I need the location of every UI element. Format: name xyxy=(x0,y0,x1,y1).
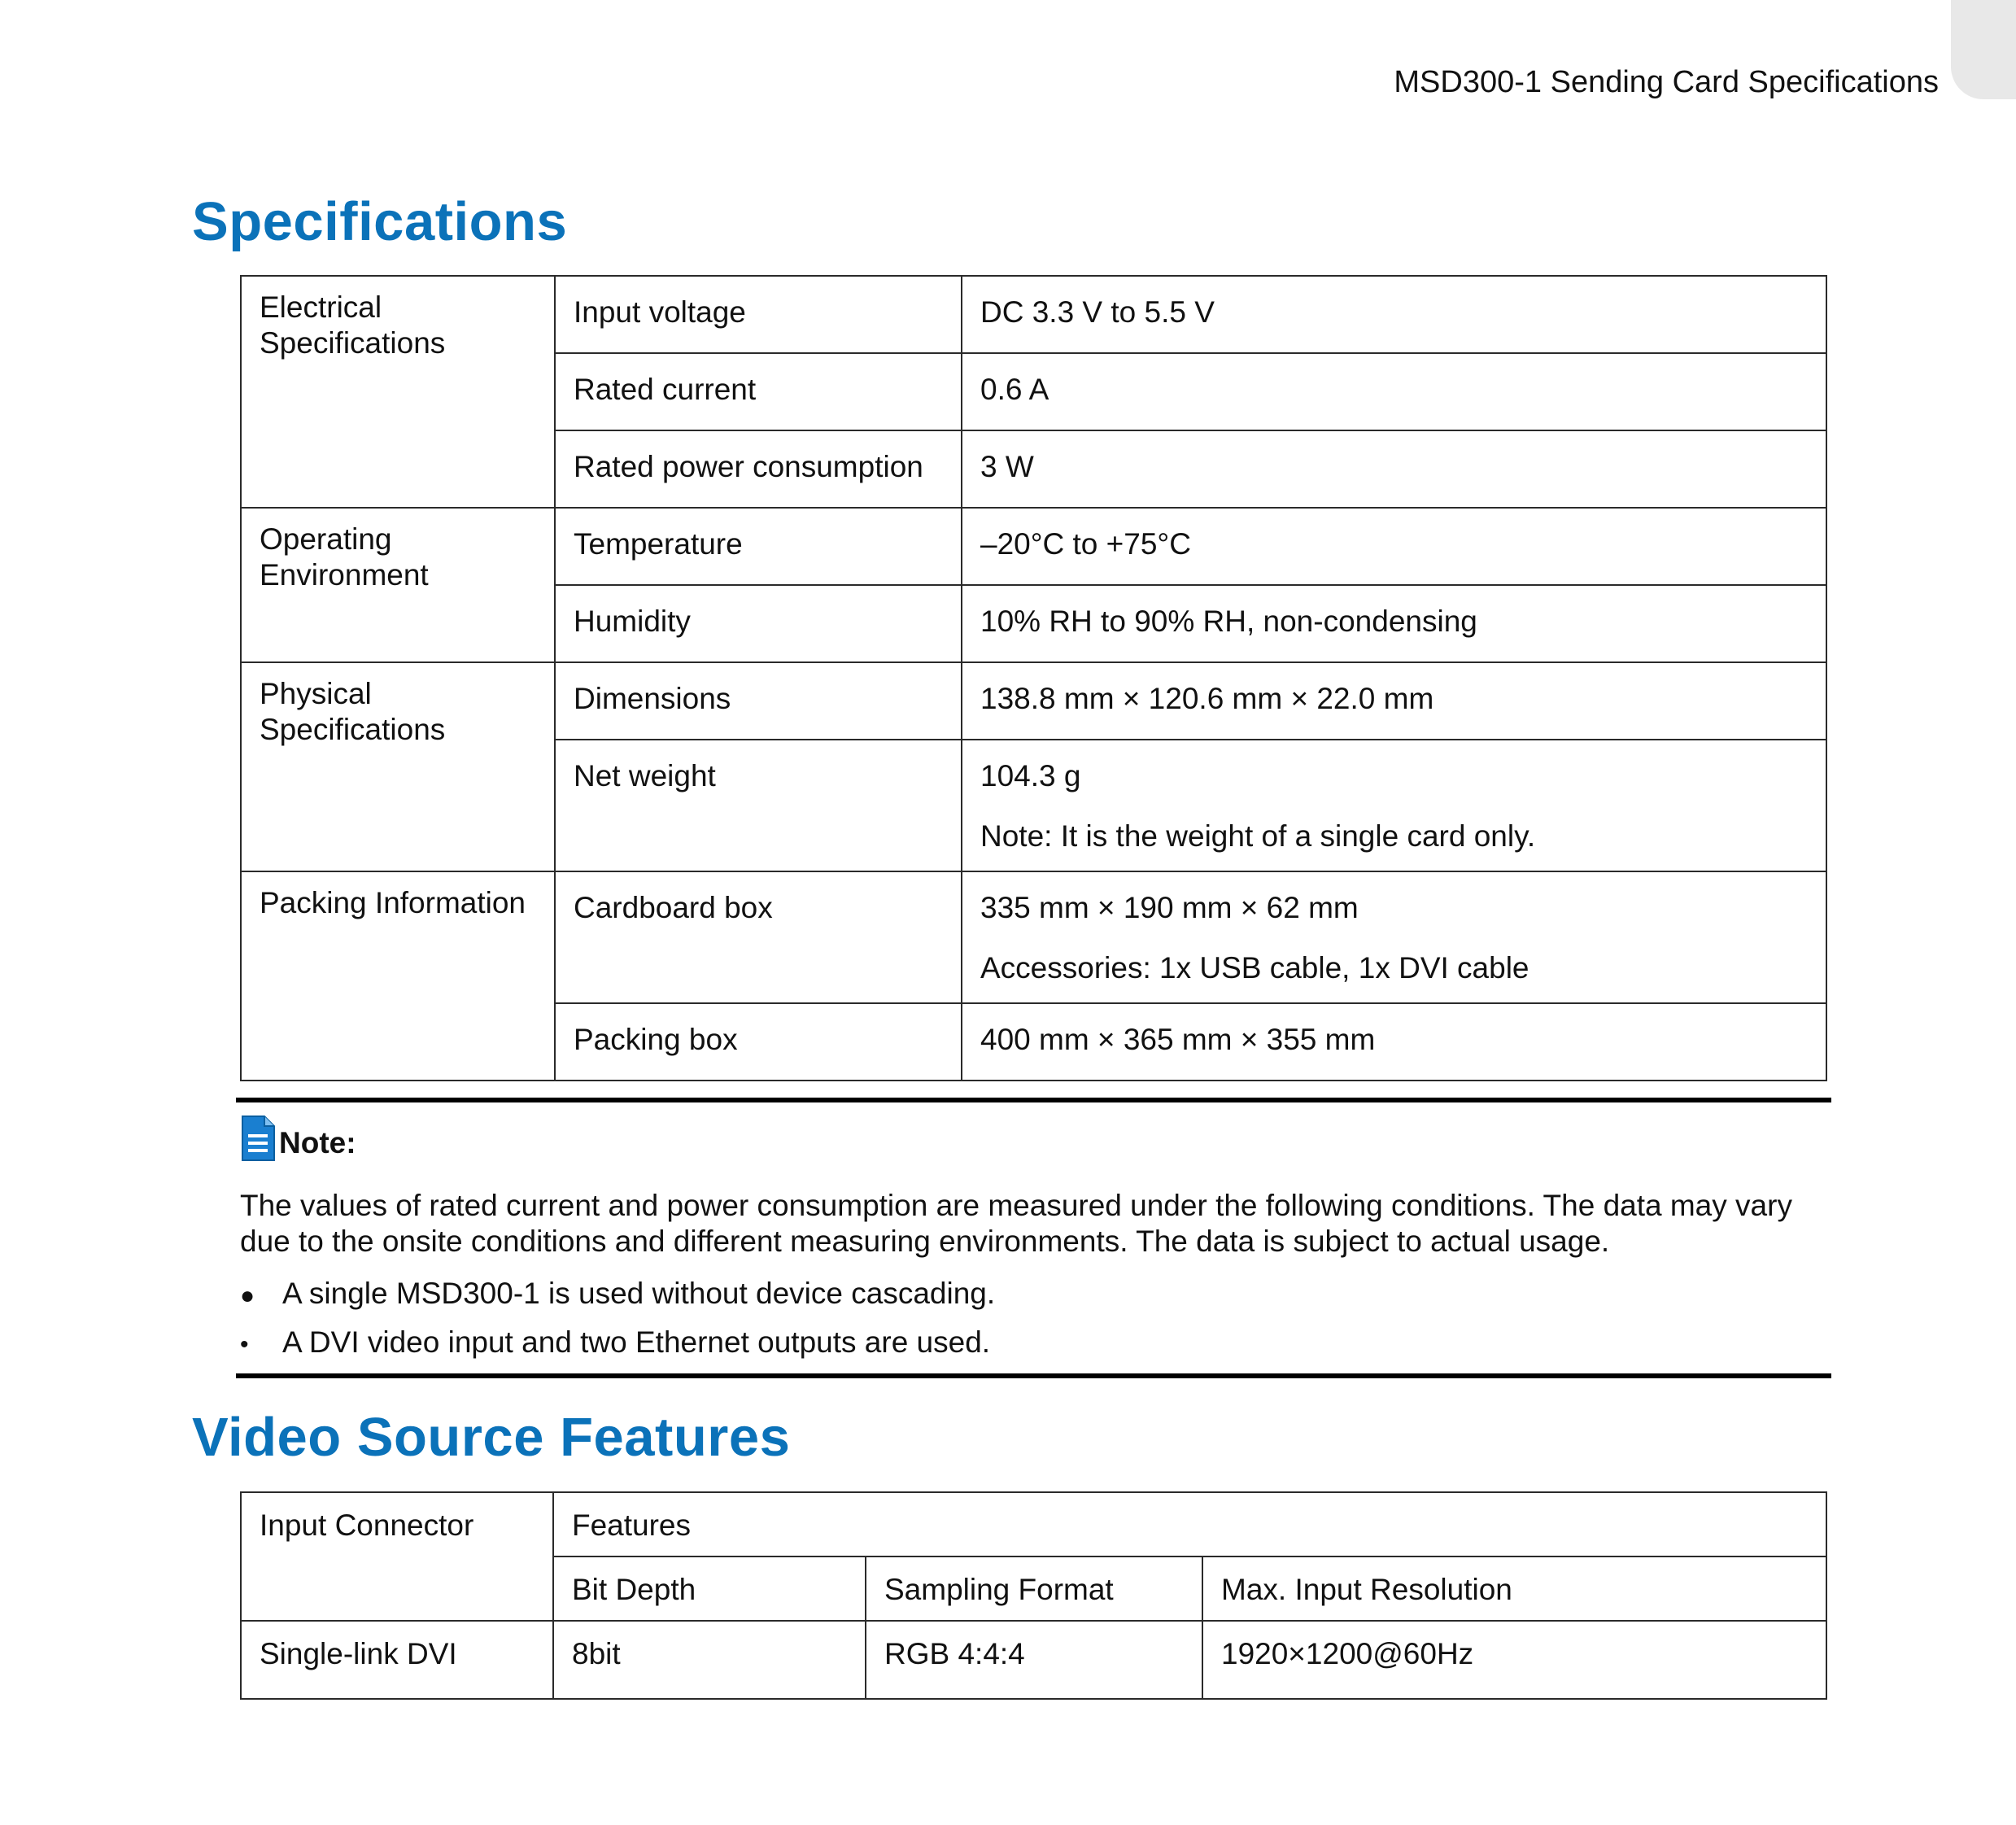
column-header: Sampling Format xyxy=(866,1556,1202,1621)
note-label: Note: xyxy=(279,1126,356,1159)
note-bullet-list xyxy=(240,1276,995,1373)
table-cell: 8bit xyxy=(553,1621,866,1699)
value-cell: 3 W xyxy=(962,430,1826,508)
specifications-heading: Specifications xyxy=(192,191,568,252)
table-row xyxy=(241,276,1826,353)
page-corner-tab xyxy=(1951,0,2016,99)
table-row xyxy=(241,871,1826,1003)
table-cell: Single-link DVI xyxy=(241,1621,553,1699)
item-cell: Rated current xyxy=(555,353,962,430)
column-header: Bit Depth xyxy=(553,1556,866,1621)
video-source-heading: Video Source Features xyxy=(192,1407,791,1468)
value-cell xyxy=(962,740,1826,871)
header-cell: Features xyxy=(553,1492,1826,1556)
value-cell: 0.6 A xyxy=(962,353,1826,430)
category-cell: Electrical Specifications xyxy=(241,276,555,508)
category-cell: Packing Information xyxy=(241,871,555,1081)
category-cell: Physical Specifications xyxy=(241,662,555,871)
value-cell xyxy=(962,871,1826,1003)
column-header: Max. Input Resolution xyxy=(1202,1556,1826,1621)
value-cell: DC 3.3 V to 5.5 V xyxy=(962,276,1826,353)
table-row xyxy=(241,1621,1826,1699)
item-cell: Input voltage xyxy=(555,276,962,353)
header-cell: Input Connector xyxy=(241,1492,553,1621)
value-cell: 10% RH to 90% RH, non-condensing xyxy=(962,585,1826,662)
specifications-table xyxy=(240,275,1827,1081)
note-heading xyxy=(240,1115,356,1162)
item-cell: Temperature xyxy=(555,508,962,585)
table-row xyxy=(241,662,1826,740)
bullet-icon: ● xyxy=(240,1282,255,1309)
category-cell: Operating Environment xyxy=(241,508,555,662)
value-cell: 138.8 mm × 120.6 mm × 22.0 mm xyxy=(962,662,1826,740)
table-cell: RGB 4:4:4 xyxy=(866,1621,1202,1699)
item-cell: Net weight xyxy=(555,740,962,871)
item-cell: Packing box xyxy=(555,1003,962,1081)
bullet-icon: • xyxy=(240,1331,249,1358)
list-item xyxy=(240,1276,995,1325)
item-cell: Rated power consumption xyxy=(555,430,962,508)
value-text: 104.3 g xyxy=(980,759,1081,792)
value-cell: 400 mm × 365 mm × 355 mm xyxy=(962,1003,1826,1081)
table-row xyxy=(241,1492,1826,1556)
item-cell: Humidity xyxy=(555,585,962,662)
table-cell: 1920×1200@60Hz xyxy=(1202,1621,1826,1699)
table-row xyxy=(241,508,1826,585)
value-note: Note: It is the weight of a single card only. xyxy=(980,819,1536,854)
running-header: MSD300-1 Sending Card Specifications xyxy=(1394,65,1939,99)
list-item-text: A DVI video input and two Ethernet outputs are used. xyxy=(282,1325,991,1359)
item-cell: Dimensions xyxy=(555,662,962,740)
list-item-text: A single MSD300-1 is used without device cascading. xyxy=(282,1277,996,1310)
value-text: 335 mm × 190 mm × 62 mm xyxy=(980,891,1359,924)
value-cell: –20°C to +75°C xyxy=(962,508,1826,585)
note-bottom-rule xyxy=(236,1373,1831,1378)
note-document-icon xyxy=(240,1115,276,1162)
list-item xyxy=(240,1325,995,1373)
value-note: Accessories: 1x USB cable, 1x DVI cable xyxy=(980,951,1529,985)
item-cell: Cardboard box xyxy=(555,871,962,1003)
note-top-rule xyxy=(236,1098,1831,1102)
note-paragraph: The values of rated current and power consumption are measured under the following conditions. The data may vary due to the onsite conditions and different measuring environments. The data is subject to actual usage. xyxy=(240,1189,1792,1258)
video-source-table xyxy=(240,1491,1827,1700)
